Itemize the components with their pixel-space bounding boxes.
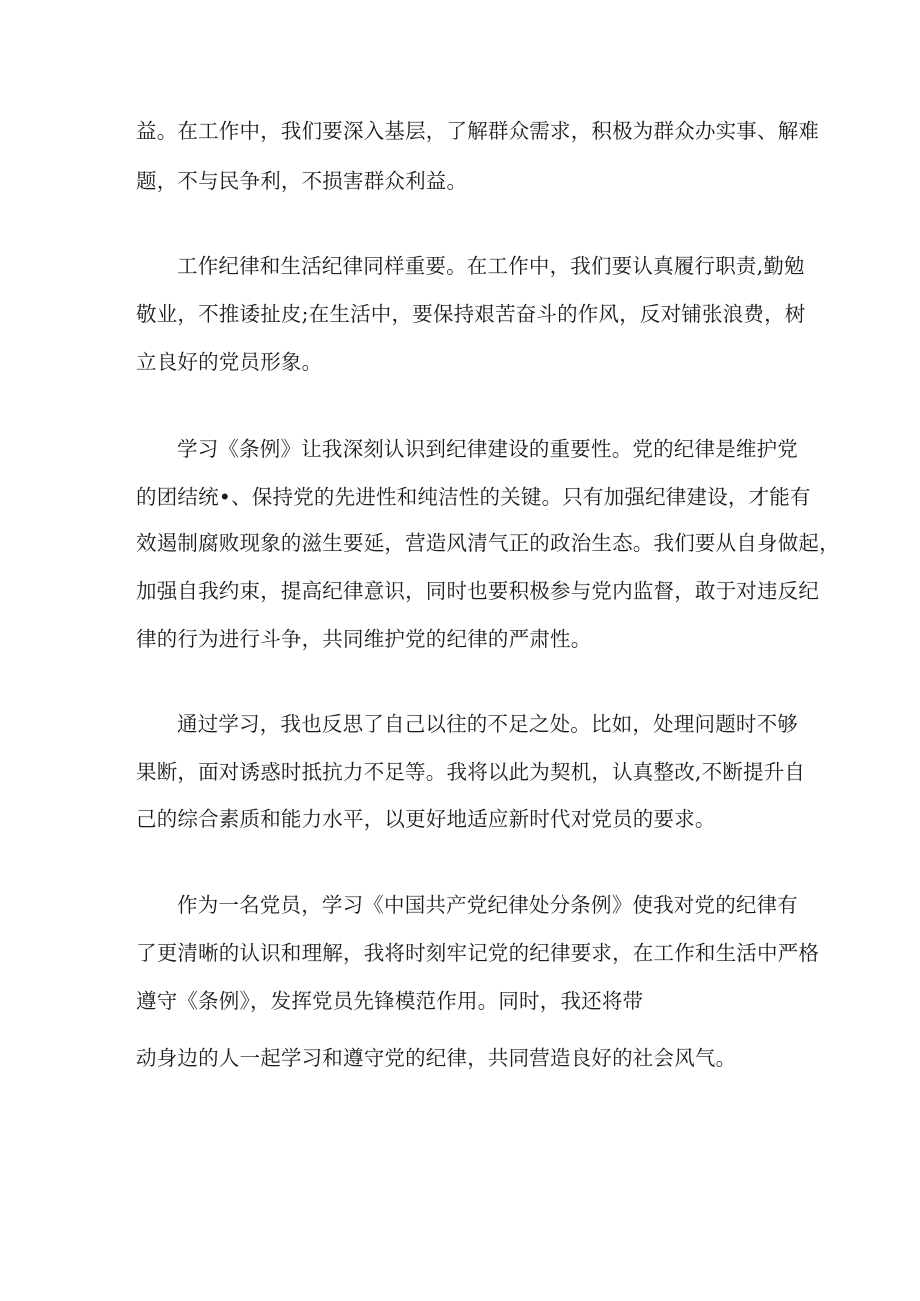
paragraph-line: 学习《条例》让我深刻认识到纪律建设的重要性。党的纪律是维护党 — [177, 437, 798, 461]
paragraph-line: 作为一名党员，学习《中国共产党纪律处分条例》使我对党的纪律有 — [177, 893, 798, 917]
paragraph-line: 效遏制腐败现象的滋生要延，营造风清气正的政治生态。我们要从自身做起， — [136, 531, 840, 555]
paragraph-line: 通过学习，我也反思了自己以往的不足之处。比如，处理问题时不够 — [177, 712, 798, 736]
paragraph-line: 敬业，不推诿扯皮;在生活中，要保持艰苦奋斗的作风，反对铺张浪费，树 — [136, 302, 806, 326]
paragraph-line: 加强自我约束，提高纪律意识，同时也要积极参与党内监督，敢于对违反纪 — [136, 579, 820, 603]
paragraph-line: 立良好的党员形象。 — [136, 350, 323, 374]
paragraph-line: 动身边的人一起学习和遵守党的纪律，共同营造良好的社会风气。 — [136, 1046, 737, 1070]
paragraph-line: 己的综合素质和能力水平，以更好地适应新时代对党员的要求。 — [136, 807, 716, 831]
paragraph-line: 遵守《条例》，发挥党员先锋模范作用。同时，我还将带 — [136, 989, 644, 1013]
paragraph-line: 了更清晰的认识和理解，我将时刻牢记党的纪律要求，在工作和生活中严格 — [136, 941, 820, 965]
paragraph-line: 果断，面对诱惑时抵抗力不足等。我将以此为契机，认真整改,不断提升自 — [136, 760, 806, 784]
paragraph-line: 律的行为进行斗争，共同维护党的纪律的严肃性。 — [136, 627, 592, 651]
paragraph-line: 益。在工作中，我们要深入基层，了解群众需求，积极为群众办实事、解难 — [136, 119, 820, 143]
paragraph-line: 题，不与民争利，不损害群众利益。 — [136, 169, 468, 193]
paragraph-line: 的团结统•、保持党的先进性和纯洁性的关键。只有加强纪律建设，才能有 — [136, 485, 811, 509]
paragraph-line: 工作纪律和生活纪律同样重要。在工作中，我们要认真履行职责,勤勉 — [177, 254, 805, 278]
